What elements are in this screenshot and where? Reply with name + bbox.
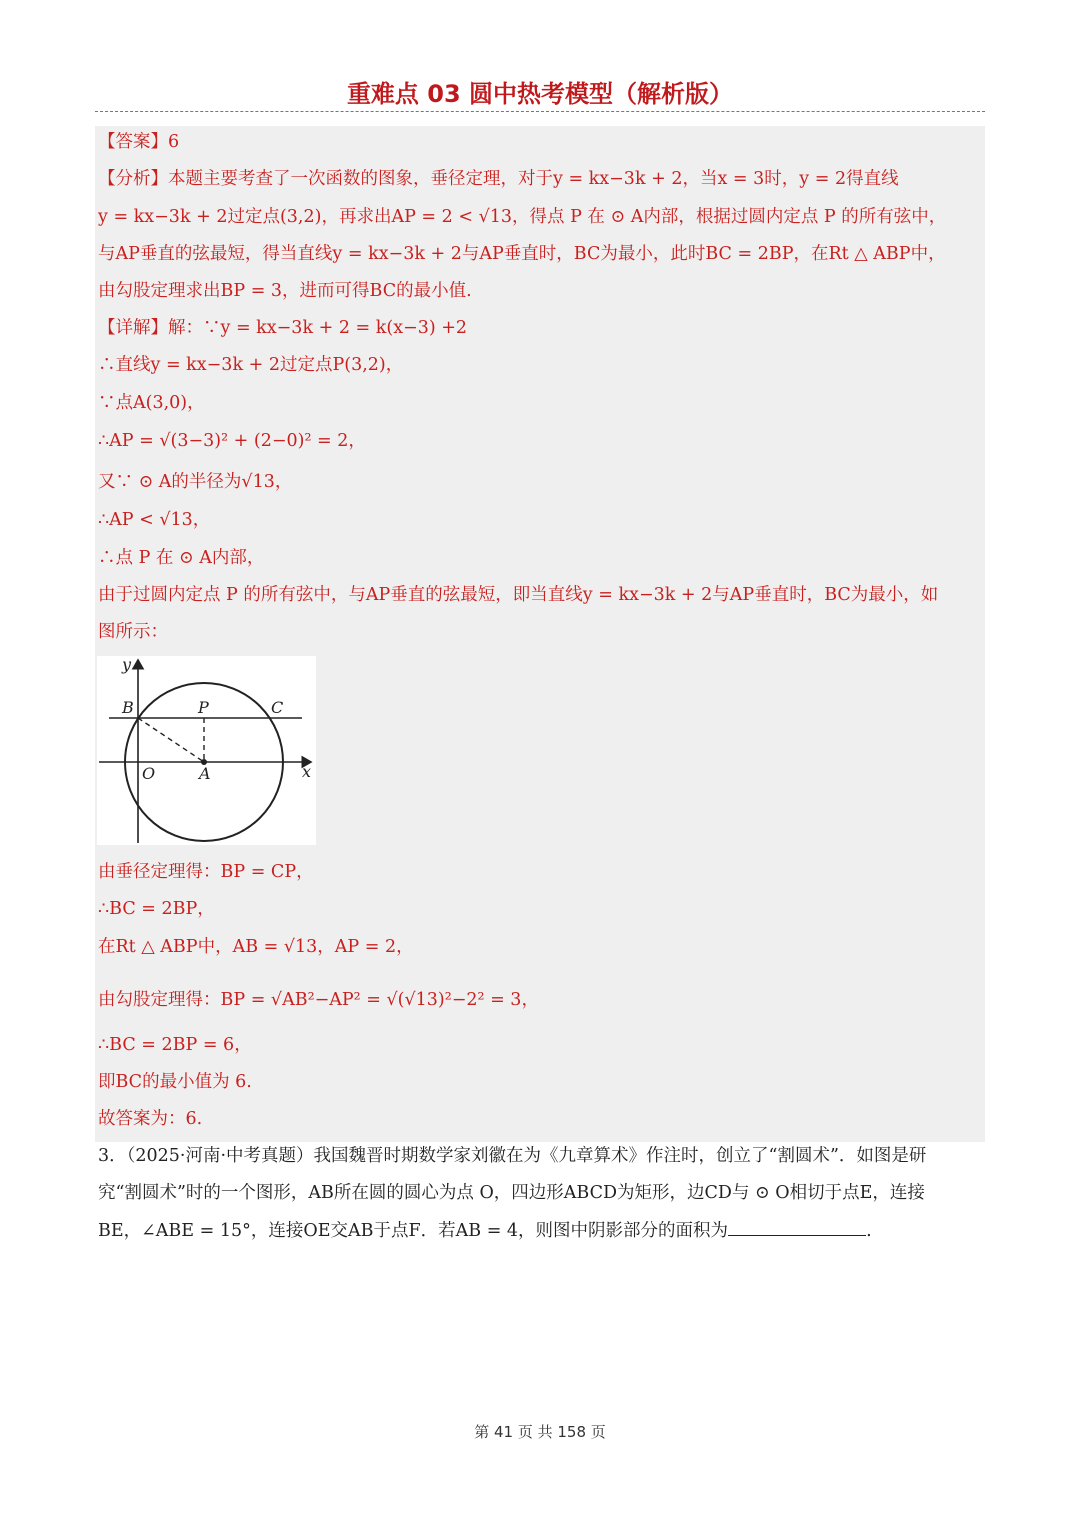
question-line-1: 3．（2025·河南·中考真题）我国魏晋时期数学家刘徽在为《九章算术》作注时，创立了“割圆术”．如图是研 bbox=[98, 1146, 927, 1166]
label-b: B bbox=[122, 698, 134, 717]
solution-line-2: ∴直线y = kx−3k + 2过定点P(3,2)， bbox=[98, 355, 404, 375]
solution-line-3: ∵点A(3,0)， bbox=[98, 393, 205, 413]
label-p: P bbox=[198, 698, 209, 717]
solution-line-8: 由于过圆内定点 P 的所有弦中，与AP垂直的弦最短，即当直线y = kx−3k + 2与AP垂直时，BC为最小，如 bbox=[98, 585, 939, 605]
question-line-3-text: BE，∠ABE = 15°，连接OE交AB于点F．若AB = 4，则图中阴影部分的面积为 bbox=[98, 1221, 729, 1241]
proof-line-7: 故答案为：6. bbox=[98, 1109, 203, 1129]
question-end-mark: . bbox=[866, 1221, 872, 1241]
analysis-line-2: y = kx−3k + 2过定点(3,2)，再求出AP = 2 < √13，得点 P 在 ⊙ A内部，根据过圆内定点 P 的所有弦中， bbox=[98, 207, 947, 227]
segment-ab bbox=[138, 718, 204, 762]
label-a: A bbox=[199, 764, 211, 783]
proof-line-5: ∴BC = 2BP = 6， bbox=[98, 1035, 252, 1055]
page-number: 第 41 页 共 158 页 bbox=[474, 1423, 606, 1441]
proof-line-2: ∴BC = 2BP， bbox=[98, 899, 215, 919]
proof-line-3: 在Rt △ ABP中，AB = √13，AP = 2， bbox=[98, 937, 414, 957]
answer-line: 【答案】6 bbox=[98, 132, 180, 152]
question-line-3 bbox=[98, 1220, 872, 1242]
analysis-line-1: 【分析】本题主要考查了一次函数的图象，垂径定理，对于y = kx−3k + 2，当x = 3时，y = 2得直线 bbox=[98, 169, 899, 189]
proof-line-1: 由垂径定理得：BP = CP， bbox=[98, 862, 314, 882]
solution-line-6: ∴AP < √13， bbox=[98, 510, 211, 530]
solution-line-1: 【详解】解：∵y = kx−3k + 2 = k(x−3) +2 bbox=[98, 318, 468, 338]
solution-line-5: 又∵ ⊙ A的半径为√13， bbox=[98, 472, 293, 492]
label-x: x bbox=[302, 762, 312, 781]
page-title: 重难点 03 圆中热考模型（解析版） bbox=[346, 80, 734, 108]
solution-line-4: ∴AP = √(3−3)² + (2−0)² = 2， bbox=[98, 431, 366, 451]
label-y: y bbox=[122, 656, 132, 674]
circle-diagram-svg bbox=[97, 656, 316, 845]
question-line-2: 究“割圆术”时的一个图形，AB所在圆的圆心为点 O，四边形ABCD为矩形，边CD与 ⊙ O相切于点E，连接 bbox=[98, 1183, 925, 1203]
analysis-line-4: 由勾股定理求出BP = 3，进而可得BC的最小值. bbox=[98, 281, 472, 301]
header-divider bbox=[95, 111, 985, 112]
analysis-line-3: 与AP垂直的弦最短，得当直线y = kx−3k + 2与AP垂直时，BC为最小，此时BC = 2BP，在Rt △ ABP中， bbox=[98, 244, 946, 264]
label-o: O bbox=[142, 764, 156, 783]
solution-line-9: 图所示： bbox=[98, 622, 168, 642]
label-c: C bbox=[271, 698, 284, 717]
proof-line-6: 即BC的最小值为 6. bbox=[98, 1072, 252, 1092]
solution-line-7: ∴点 P 在 ⊙ A内部， bbox=[98, 548, 265, 568]
circle-diagram bbox=[97, 656, 316, 845]
answer-blank[interactable] bbox=[728, 1221, 866, 1236]
proof-line-4: 由勾股定理得：BP = √AB²−AP² = √(√13)²−2² = 3， bbox=[98, 990, 539, 1010]
